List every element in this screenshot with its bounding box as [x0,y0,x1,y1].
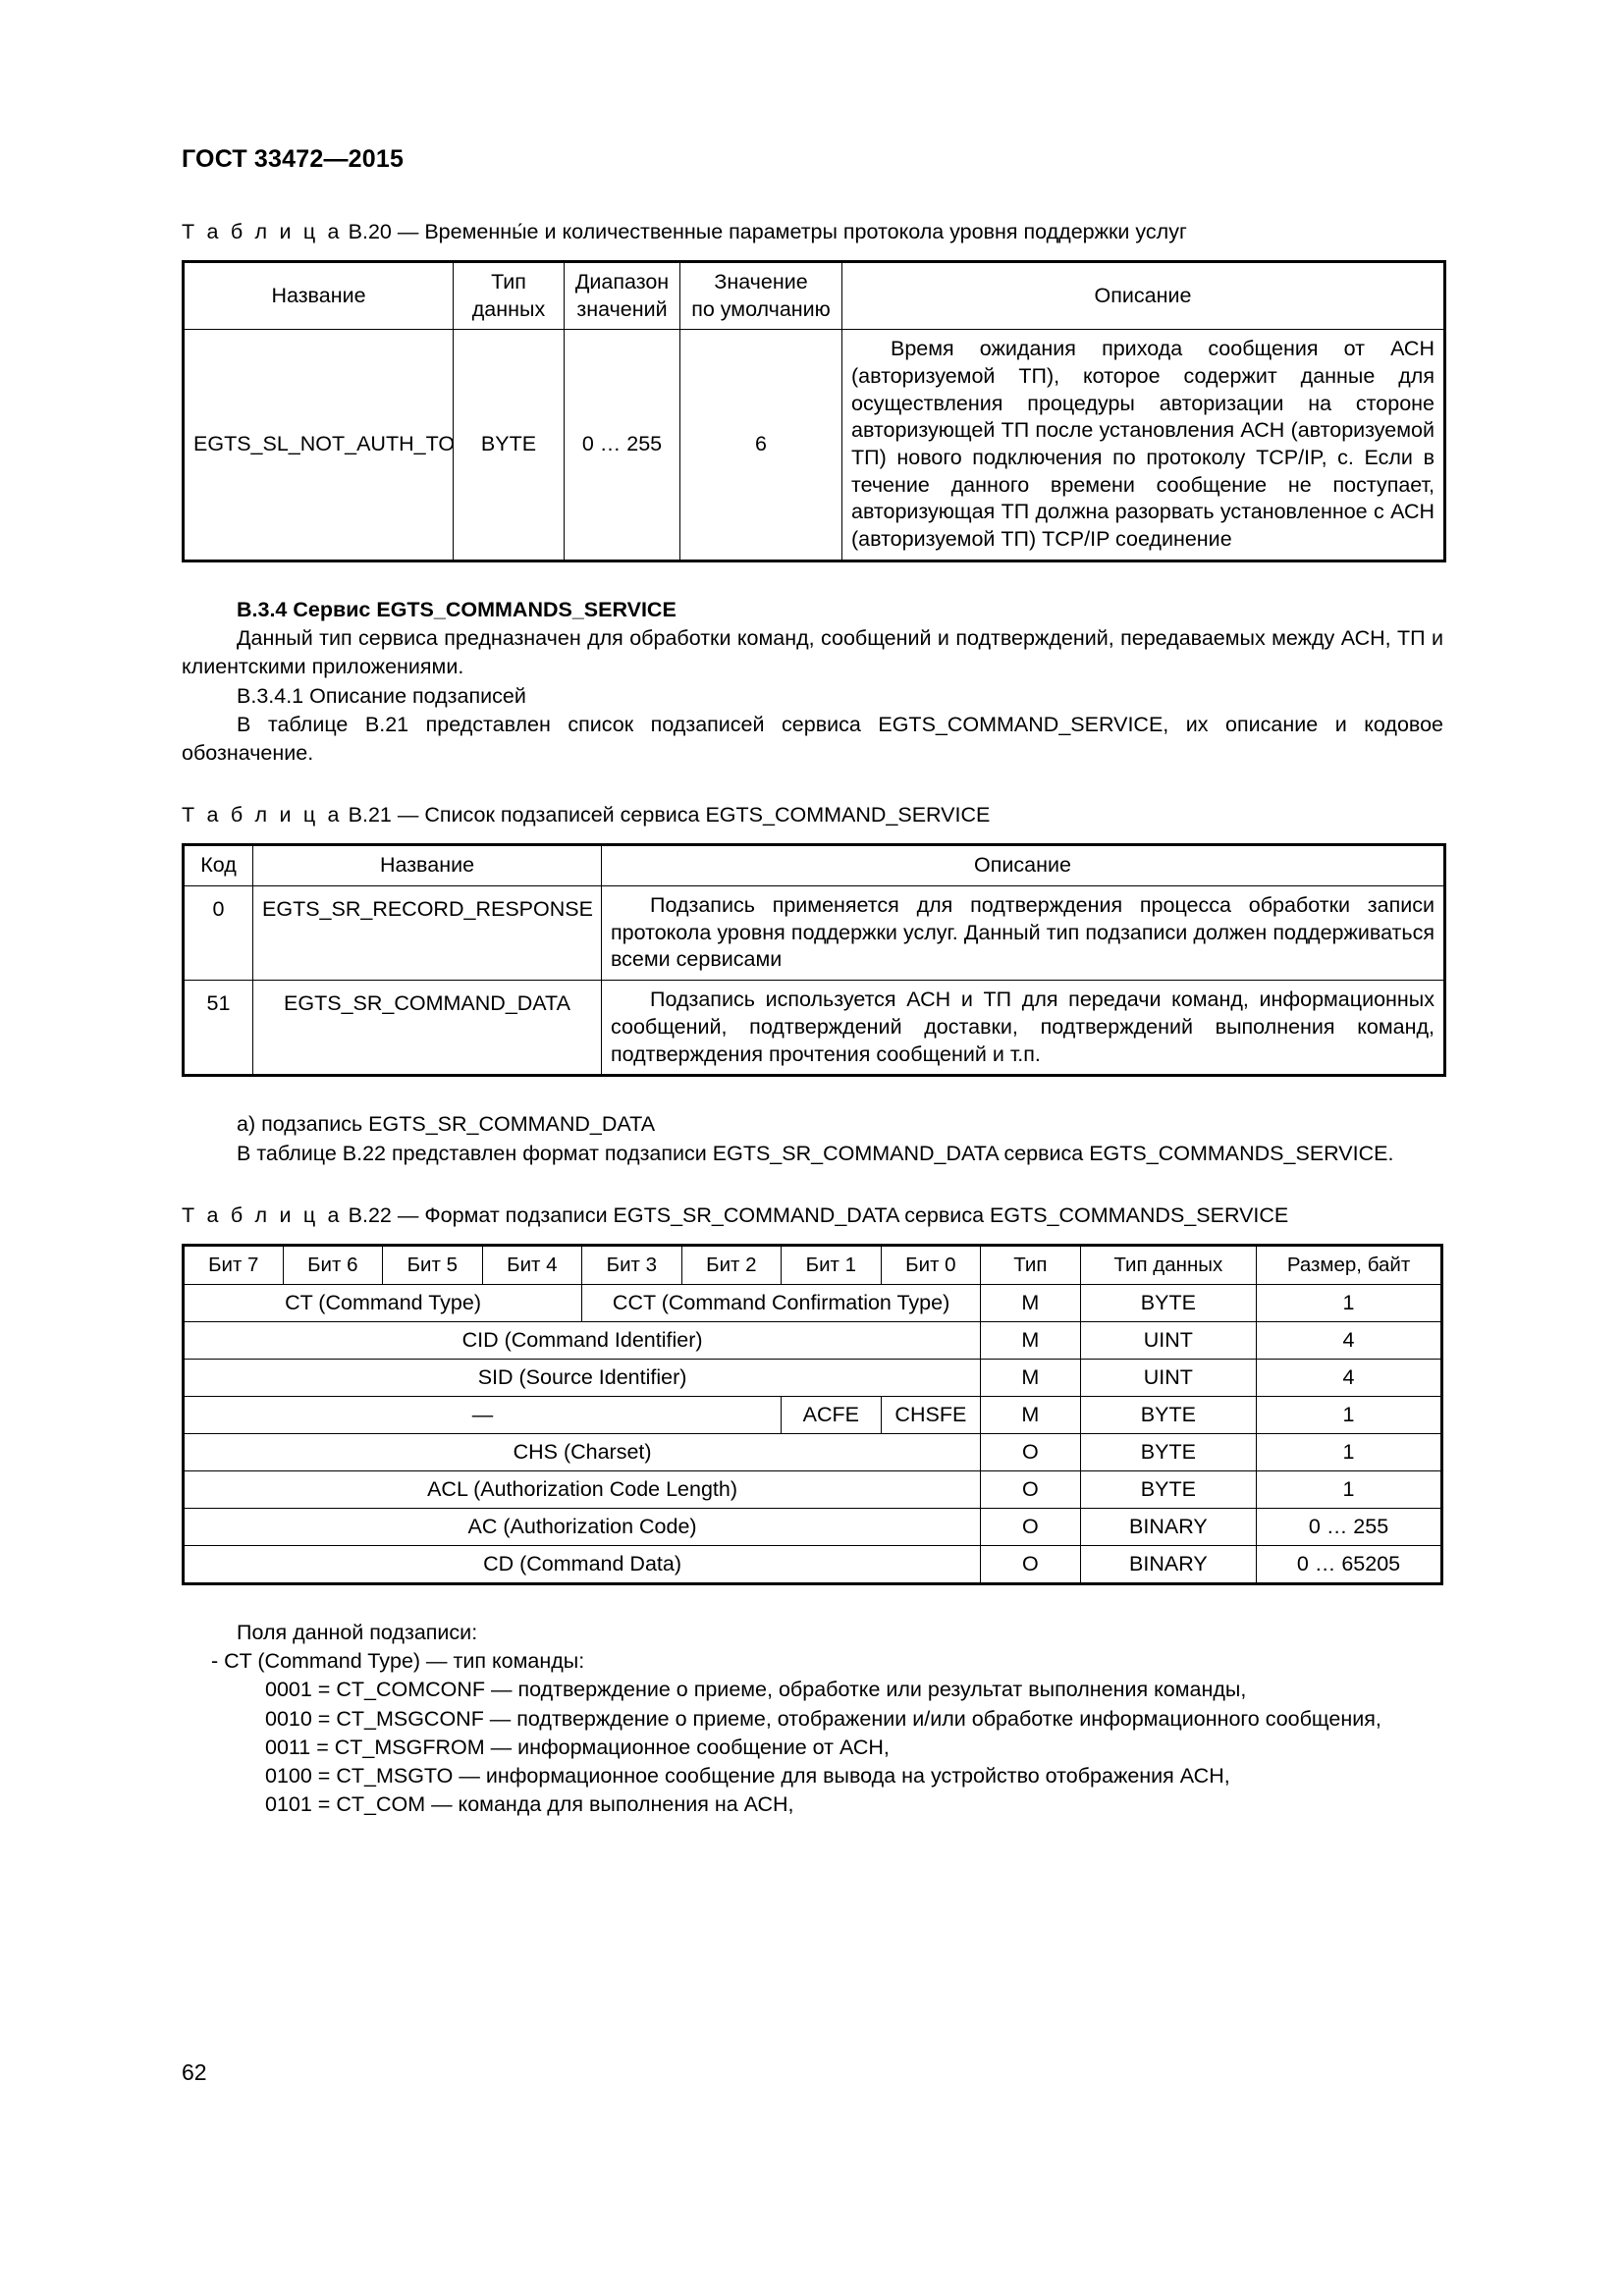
table-b20-th-name: Название [184,262,454,330]
list-item: 0011 = CT_MSGFROM — информационное сообщение от АСН, [265,1735,890,1759]
table-b21-cell-description-0: Подзапись применяется для подтверждения процесса обработки записи протокола уровня поддержки услуг. Данный тип подзаписи должен поддерживаться всеми сервисами [602,885,1445,980]
table-b21-cell-code-0: 0 [184,885,253,980]
table-b22-size-cell: 1 [1257,1433,1442,1470]
section-b341-paragraph: В таблице B.21 представлен список подзаписей сервиса EGTS_COMMAND_SERVICE, их описание и кодовое обозначение. [182,712,1443,766]
table-row [184,1470,1442,1508]
table-b21-caption [182,801,1443,829]
list-item: 0100 = CT_MSGTO — информационное сообщение для вывода на устройство отображения АСН, [265,1764,1230,1789]
table-b22-type-cell: O [981,1433,1081,1470]
table-b22-field-cell: SID (Source Identifier) [184,1359,981,1396]
page-content [182,218,1443,1820]
table-b22-caption-word: Т а б л и ц а [182,1202,343,1227]
table-b22-field-cell: CD (Command Data) [184,1545,981,1583]
list-item: 0101 = CT_COM — команда для выполнения на АСН, [265,1792,794,1817]
th-default-line2: по умолчанию [691,296,831,321]
table-b22-field-cell: CT (Command Type) [184,1284,582,1321]
table-b22-type-cell: M [981,1359,1081,1396]
th-range-line1: Диапазон [574,270,670,294]
table-b22-field-cell: AC (Authorization Code) [184,1508,981,1545]
th-range-line2: значений [576,296,668,321]
table-b22-size-cell: 1 [1257,1284,1442,1321]
table-b20-cell-datatype: BYTE [454,330,565,561]
table-b22-th-bit3: Бит 3 [582,1245,682,1284]
table-b22-size-cell: 0 … 255 [1257,1508,1442,1545]
table-row [184,1433,1442,1470]
table-b22-caption [182,1201,1443,1230]
table-b20-caption-word: Т а б л и ц а [182,220,343,243]
section-heading-b34-num: B.3.4 [237,597,294,621]
table-b22-field-cell: CHSFE [881,1396,981,1433]
table-b21-th-name: Название [253,845,602,886]
table-b22-size-cell: 4 [1257,1321,1442,1359]
table-b21-cell-name-1: EGTS_SR_COMMAND_DATA [253,981,602,1076]
section-heading-b341: B.3.4.1 Описание подзаписей [237,683,526,708]
table-b22-field-cell: — [184,1396,782,1433]
table-b20-caption [182,218,1443,246]
table-b21-th-description: Описание [602,845,1445,886]
table-b21-cell-code-1: 51 [184,981,253,1076]
table-b21-header-row [184,845,1445,886]
fields-intro-line: Поля данной подзаписи: [237,1620,478,1644]
table-b22-datatype-cell: BYTE [1080,1433,1256,1470]
table-b20-th-range [565,262,680,330]
table-b22-type-cell: M [981,1284,1081,1321]
table-b21-cell-name-0: EGTS_SR_RECORD_RESPONSE [253,885,602,980]
table-b21-th-code: Код [184,845,253,886]
table-b22 [182,1244,1443,1585]
table-b22-th-type: Тип [981,1245,1081,1284]
section-b34-paragraph-1: Данный тип сервиса предназначен для обработки команд, сообщений и подтверждений, передаваемых между АСН, ТП и клиентскими приложениями. [182,626,1443,679]
table-b22-size-cell: 1 [1257,1470,1442,1508]
table-b21 [182,843,1446,1077]
table-b22-intro-paragraph: В таблице B.22 представлен формат подзаписи EGTS_SR_COMMAND_DATA сервиса EGTS_COMMANDS_SERVICE. [237,1141,1394,1165]
table-row [184,1321,1442,1359]
table-b20-th-datatype [454,262,565,330]
table-b22-field-cell: CID (Command Identifier) [184,1321,981,1359]
table-b22-th-bit4: Бит 4 [482,1245,582,1284]
table-b22-type-cell: M [981,1396,1081,1433]
table-b22-datatype-cell: BINARY [1080,1545,1256,1583]
fields-ct-line: - CT (Command Type) — тип команды: [211,1649,585,1674]
th-default-line1: Значение [714,270,808,294]
table-row [184,1359,1442,1396]
table-b21-caption-word: Т а б л и ц а [182,803,343,828]
table-b22-type-cell: O [981,1470,1081,1508]
table-b22-th-bit1: Бит 1 [782,1245,882,1284]
table-b22-field-cell: CCT (Command Confirmation Type) [582,1284,981,1321]
table-b20-cell-range: 0 … 255 [565,330,680,561]
table-b21-cell-description-1: Подзапись используется АСН и ТП для передачи команд, информационных сообщений, подтверждений доставки, подтверждений выполнения команд, подтверждения прочтения сообщений и т.п. [602,981,1445,1076]
table-b22-datatype-cell: UINT [1080,1321,1256,1359]
table-b22-th-bit5: Бит 5 [383,1245,483,1284]
table-b22-th-size: Размер, байт [1257,1245,1442,1284]
table-b22-caption-text: B.22 — Формат подзаписи EGTS_SR_COMMAND_DATA сервиса EGTS_COMMANDS_SERVICE [348,1202,1289,1227]
table-b20-th-default [680,262,842,330]
table-b22-th-bit2: Бит 2 [681,1245,782,1284]
table-b22-field-cell: ACL (Authorization Code Length) [184,1470,981,1508]
table-b22-th-bit7: Бит 7 [184,1245,284,1284]
section-heading-b34-text: Сервис EGTS_COMMANDS_SERVICE [293,597,677,621]
table-row [184,1508,1442,1545]
table-b21-caption-text: B.21 — Список подзаписей сервиса EGTS_COMMAND_SERVICE [348,803,991,828]
table-b20-cell-name: EGTS_SL_NOT_AUTH_TO [184,330,454,561]
page-number: 62 [182,2059,207,2085]
table-b20-cell-description: Время ожидания прихода сообщения от АСН (авторизуемой ТП), которое содержит данные для осуществления процедуры авторизации на стороне авторизующей ТП после установления АСН (авторизуемой ТП) нового подключения по протоколу TCP/IP, с. Если в течение данного времени сообщение не поступает, авторизующая ТП должна разорвать установленное с АСН (авторизуемой ТП) TCP/IP соединение [842,330,1445,561]
table-b22-datatype-cell: BYTE [1080,1396,1256,1433]
table-b22-field-cell: CHS (Charset) [184,1433,981,1470]
table-b22-size-cell: 0 … 65205 [1257,1545,1442,1583]
th-datatype-line2: данных [471,296,546,321]
table-row [184,1284,1442,1321]
table-b22-type-cell: O [981,1545,1081,1583]
table-row [184,1545,1442,1583]
table-b22-type-cell: M [981,1321,1081,1359]
table-b22-th-datatype: Тип данных [1080,1245,1256,1284]
table-b22-datatype-cell: BYTE [1080,1470,1256,1508]
table-b22-th-bit6: Бит 6 [283,1245,383,1284]
table-b20-caption-text: B.20 — Временны́е и количественные параметры протокола уровня поддержки услуг [348,220,1187,243]
table-b20 [182,260,1446,562]
table-b22-size-cell: 1 [1257,1396,1442,1433]
subitem-a-line: а) подзапись EGTS_SR_COMMAND_DATA [237,1112,656,1137]
table-b22-size-cell: 4 [1257,1359,1442,1396]
running-header: ГОСТ 33472—2015 [182,145,405,173]
table-row [184,1396,1442,1433]
table-b22-datatype-cell: UINT [1080,1359,1256,1396]
table-b20-th-description: Описание [842,262,1445,330]
table-row [184,981,1445,1076]
table-b22-body [184,1284,1442,1583]
table-b20-cell-default: 6 [680,330,842,561]
list-item: 0001 = CT_COMCONF — подтверждение о приеме, обработке или результат выполнения команды, [265,1678,1247,1702]
table-row [184,330,1445,561]
table-b20-header-row [184,262,1445,330]
table-b22-type-cell: O [981,1508,1081,1545]
table-b22-th-bit0: Бит 0 [881,1245,981,1284]
section-heading-b34 [182,596,1443,624]
table-b22-header-row [184,1245,1442,1284]
table-b22-datatype-cell: BYTE [1080,1284,1256,1321]
table-b22-field-cell: ACFE [782,1396,882,1433]
table-b22-datatype-cell: BINARY [1080,1508,1256,1545]
list-item: 0010 = CT_MSGCONF — подтверждение о приеме, отображении и/или обработке информационного сообщения, [265,1706,1381,1731]
table-row [184,885,1445,980]
th-datatype-line1: Тип [491,270,526,294]
